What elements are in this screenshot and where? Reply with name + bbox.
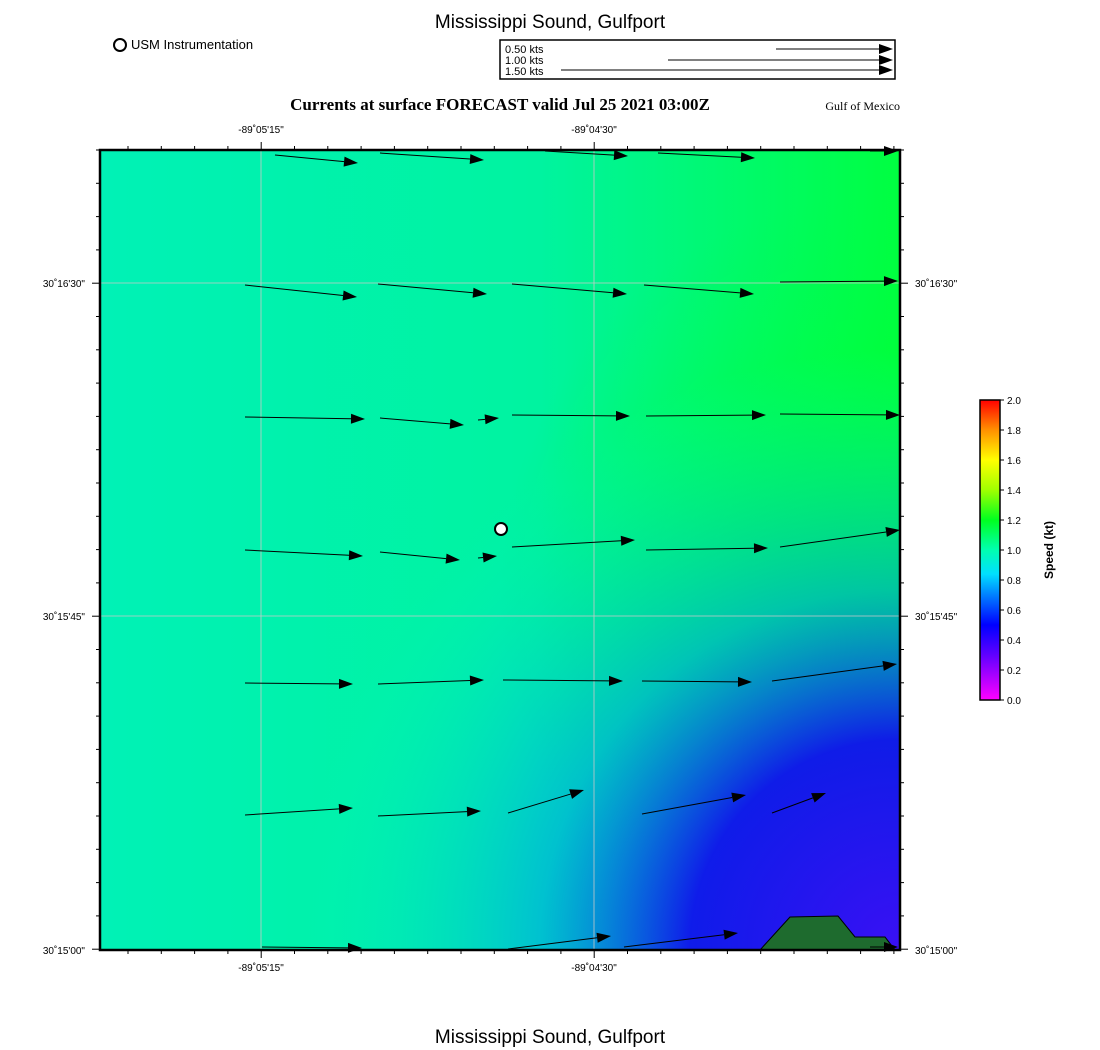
station-legend-label: USM Instrumentation xyxy=(131,37,254,52)
colorbar-tick-label: 0.4 xyxy=(1007,636,1021,647)
lat-label-left-2: 30˚15'45" xyxy=(42,612,85,623)
current-vector-shaft xyxy=(478,557,483,558)
speed-field xyxy=(100,150,900,950)
usm-station-marker xyxy=(495,523,507,535)
colorbar-tick-label: 1.8 xyxy=(1007,426,1021,437)
page-footer-title: Mississippi Sound, Gulfport xyxy=(434,1027,666,1048)
colorbar-tick-label: 1.6 xyxy=(1007,456,1021,467)
station-legend xyxy=(113,37,253,52)
colorbar-tick-label: 0.2 xyxy=(1007,666,1021,677)
colorbar-title: Speed (kt) xyxy=(1042,520,1056,580)
lat-label-left-1: 30˚16'30" xyxy=(42,279,85,290)
colorbar-tick-label: 1.4 xyxy=(1007,486,1021,497)
lat-label-left-3: 30˚15'00" xyxy=(42,946,85,957)
lon-label-bottom-2: -89˚04'30" xyxy=(571,963,617,974)
station-marker-icon xyxy=(113,38,127,52)
page-title: Mississippi Sound, Gulfport xyxy=(434,12,666,33)
lat-label-right-1: 30˚16'30" xyxy=(915,279,958,290)
scale-label-100: 1.00 kts xyxy=(505,55,544,67)
speed-colorbar xyxy=(960,392,1070,712)
lat-label-right-3: 30˚15'00" xyxy=(915,946,958,957)
colorbar-tick-label: 1.2 xyxy=(1007,516,1021,527)
current-map xyxy=(0,120,1100,990)
scale-label-150: 1.50 kts xyxy=(505,66,544,78)
colorbar-tick-label: 0.0 xyxy=(1007,696,1021,707)
forecast-title: Currents at surface FORECAST valid Jul 25 2021 03:00Z xyxy=(290,95,710,114)
region-label: Gulf of Mexico xyxy=(825,99,900,113)
speed-scale-key xyxy=(499,39,897,81)
current-vector-shaft xyxy=(478,419,485,420)
lon-label-bottom-1: -89˚05'15" xyxy=(238,963,284,974)
scale-label-050: 0.50 kts xyxy=(505,44,544,56)
lon-label-top-1: -89˚05'15" xyxy=(238,125,284,136)
colorbar-tick-label: 0.8 xyxy=(1007,576,1021,587)
colorbar-gradient xyxy=(980,400,1000,700)
colorbar-tick-label: 2.0 xyxy=(1007,396,1021,407)
colorbar-tick-label: 1.0 xyxy=(1007,546,1021,557)
lat-label-right-2: 30˚15'45" xyxy=(915,612,958,623)
colorbar-tick-label: 0.6 xyxy=(1007,606,1021,617)
lon-label-top-2: -89˚04'30" xyxy=(571,125,617,136)
